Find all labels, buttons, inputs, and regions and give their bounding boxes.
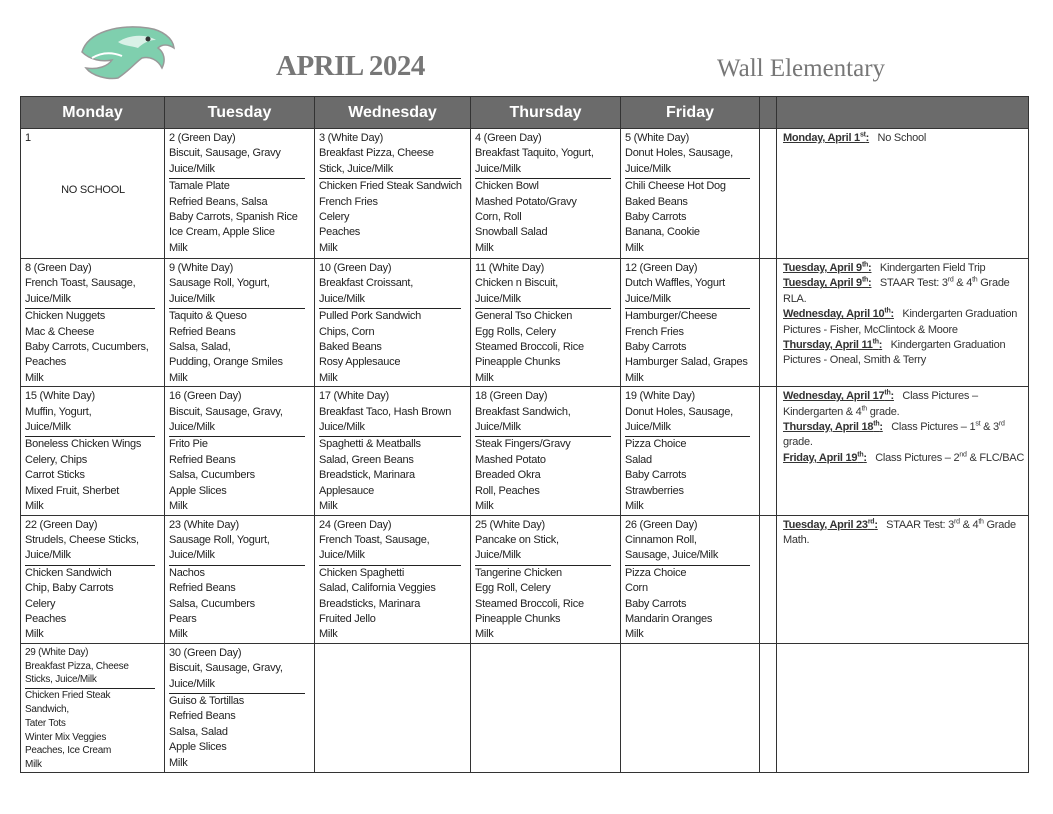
day-date: 9 (White Day) [169,262,233,274]
breakfast-item: Breakfast Pizza, Cheese [319,147,434,160]
lunch-item: Salsa, Cucumbers [169,597,255,610]
day-cell [21,129,165,259]
breakfast-item: Breakfast Taquito, Yogurt, [475,147,594,160]
breakfast-item: Chicken n Biscuit, [475,277,558,290]
breakfast-item: Muffin, Yogurt, [25,405,92,418]
note-date-label: Tuesday, April 23rd: [783,517,878,531]
day-cell [21,259,165,387]
note-text: Kindergarten Field Trip [879,262,986,274]
note-entry [783,131,1025,146]
lunch-item: Baby Carrots [625,469,687,482]
lunch-item: Milk [319,371,338,384]
lunch-item: Pulled Pork Sandwich [319,310,422,323]
note-suffix: th [978,517,984,525]
note-text: & FLC/BAC [966,451,1025,464]
lunch-item: Tangerine Chicken [475,566,562,579]
day-date: 3 (White Day) [319,132,383,144]
note-text: & 4 [953,277,973,290]
breakfast-item: Juice/Milk [475,549,521,562]
breakfast-item: Breakfast Taco, Hash Brown [319,405,452,418]
lunch-item: Mandarin Oranges [625,612,713,625]
page-title: APRIL 2024 [276,50,425,82]
spacer-cell [760,387,777,515]
lunch-item: Chips, Corn [319,325,375,338]
header-spacer [760,97,777,129]
notes-cell [777,515,1029,643]
lunch-item: Mac & Cheese [25,325,95,338]
day-cell [165,259,315,387]
spacer-cell [760,129,777,259]
note-date: Thursday, April 18 [783,421,874,434]
day-cell [165,387,315,515]
note-text: Class Pictures – 1 [891,421,976,434]
note-suffix: st [975,420,981,428]
note-entry [783,451,1025,466]
day-date: 2 (Green Day) [169,132,236,144]
note-suffix: rd [954,517,960,525]
note-text: & 3 [980,421,999,434]
lunch-item: Chili Cheese Hot Dog [625,180,726,193]
lunch-item: Corn, Roll [475,211,522,224]
breakfast-item: Juice/Milk [625,421,671,434]
lunch-item: Egg Rolls, Celery [475,325,556,338]
lunch-item: Celery, Chips [25,453,87,466]
lunch-item: Milk [319,500,338,513]
lunch-item: Refried Beans [169,325,236,338]
week-row [21,515,1029,643]
lunch-item: Steak Fingers/Gravy [475,438,571,451]
lunch-item: Salsa, Salad, [169,341,231,354]
no-school-label: NO SCHOOL [61,184,125,197]
header-friday: Friday [621,97,760,129]
lunch-item: Baby Carrots [625,211,687,224]
day-cell [315,129,471,259]
note-text: STAAR Test: 3 [886,518,955,531]
note-date-suffix: th [861,261,869,269]
day-date: 22 (Green Day) [25,518,98,531]
breakfast-item: Juice/Milk [319,421,365,434]
note-date-suffix: st [859,131,866,139]
note-date-label: Thursday, April 11th: [783,338,883,352]
notes-cell [777,643,1029,772]
note-entry [783,261,1025,276]
lunch-item: Salsa, Cucumbers [169,469,255,482]
lunch-item: Applesauce [319,484,374,497]
lunch-item: Pears [169,612,197,625]
lunch-item: Breaded Okra [475,469,541,482]
day-cell [21,643,165,772]
lunch-item: Milk [25,371,44,384]
lunch-item: Baked Beans [319,341,382,354]
lunch-item: Celery [319,211,350,224]
note-suffix: th [861,405,867,412]
lunch-item: Salad [625,453,652,466]
breakfast-item: French Toast, Sausage, [25,277,136,290]
breakfast-item: Juice/Milk [25,549,71,562]
lunch-item: Tamale Plate [169,180,230,193]
day-cell [165,643,315,772]
lunch-item: Salad, California Veggies [319,582,436,595]
day-date: 5 (White Day) [625,132,689,144]
note-date-suffix: th [872,338,879,346]
breakfast-item: Biscuit, Sausage, Gravy, [169,662,283,675]
breakfast-item: Juice/Milk [169,162,215,175]
note-entry [783,276,1025,307]
lunch-item: Peaches [319,226,361,239]
day-cell [621,515,760,643]
week-row [21,387,1029,515]
note-date-label: Wednesday, April 17th: [783,389,894,403]
lunch-item: Rosy Applesauce [319,356,401,369]
lunch-item: Celery [25,597,56,610]
note-date-suffix: th [873,420,880,428]
lunch-item: Strawberries [625,484,684,497]
lunch-item: French Fries [625,325,684,338]
eagle-logo-icon [78,22,176,80]
note-entry [783,420,1025,451]
breakfast-item: French Toast, Sausage, [319,533,430,546]
lunch-item: Refried Beans [169,582,236,595]
day-date: 8 (Green Day) [25,262,92,274]
day-cell [471,129,621,259]
lunch-item: Milk [475,371,494,384]
lunch-item: Sandwich, [25,703,69,715]
day-cell [315,259,471,387]
note-text: Kindergarten Graduation Pictures - Fisher, McClintock & Moore [783,308,1018,336]
lunch-item: Refried Beans [169,453,236,466]
lunch-item: Boneless Chicken Wings [25,438,142,451]
lunch-item: Hamburger Salad, Grapes [625,356,748,369]
day-cell [621,259,760,387]
breakfast-item: Juice/Milk [319,549,365,562]
day-cell [315,387,471,515]
lunch-item: Milk [25,500,44,513]
day-date: 4 (Green Day) [475,132,542,144]
lunch-item: Nachos [169,566,205,579]
day-date: 11 (White Day) [475,262,545,274]
lunch-item: Milk [169,371,188,384]
lunch-item: Milk [319,241,338,254]
day-date: 23 (White Day) [169,518,239,531]
lunch-item: Baby Carrots [625,597,687,610]
note-date-label: Tuesday, April 9th: [783,261,872,274]
breakfast-item: Juice/Milk [475,292,521,305]
lunch-item: Mashed Potato [475,453,546,466]
note-date-suffix: th [884,307,891,315]
lunch-item: Hamburger/Cheese [625,310,717,323]
day-date: 18 (Green Day) [475,390,548,403]
note-text: Grade RLA. [783,277,1010,305]
lunch-item: Taquito & Queso [169,310,247,323]
breakfast-item: Stick, Juice/Milk [319,162,393,175]
day-cell [21,387,165,515]
note-entry [783,518,1025,549]
day-date: 16 (Green Day) [169,390,242,403]
lunch-item: Chicken Fried Steak [25,690,111,702]
note-text: & 4 [959,518,979,531]
note-entry [783,389,1025,420]
lunch-item: Milk [625,241,644,254]
lunch-item: Winter Mix Veggies [25,731,107,743]
note-suffix: rd [947,276,954,284]
lunch-item: Chicken Sandwich [25,566,112,579]
header-notes [777,97,1029,129]
lunch-item: Peaches [25,612,67,625]
note-text: Kindergarten Graduation Pictures - Oneal, Smith & Terry [783,339,1006,367]
lunch-item: Egg Roll, Celery [475,582,551,595]
lunch-item: Roll, Peaches [475,484,540,497]
lunch-item: Breadstick, Marinara [319,469,415,482]
breakfast-item: Juice/Milk [169,421,215,434]
note-date: Thursday, April 11 [783,339,873,352]
lunch-item: Spaghetti & Meatballs [319,438,421,451]
week-row [21,259,1029,387]
day-cell [315,643,471,772]
notes-cell [777,387,1029,515]
breakfast-item: Sausage Roll, Yogurt, [169,533,270,546]
breakfast-item: Biscuit, Sausage, Gravy [169,147,281,160]
lunch-item: Milk [169,500,188,513]
lunch-item: Baked Beans [625,195,688,208]
breakfast-item: Juice/Milk [25,292,71,305]
breakfast-item: Pancake on Stick, [475,533,559,546]
note-text: grade. [783,436,813,449]
note-text: grade. [866,405,900,418]
lunch-item: Snowball Salad [475,226,548,239]
lunch-item: Milk [169,628,188,641]
lunch-item: Baby Carrots [625,341,687,354]
lunch-item: Milk [25,759,42,771]
note-date-suffix: th [861,276,869,284]
spacer-cell [760,515,777,643]
lunch-item: Salsa, Salad [169,725,228,738]
day-cell [471,643,621,772]
breakfast-item: Juice/Milk [625,292,671,305]
breakfast-item: Juice/Milk [475,421,521,434]
breakfast-item: Donut Holes, Sausage, [625,147,733,160]
lunch-item: Corn [625,582,648,595]
note-date: Wednesday, April 17 [783,390,885,403]
lunch-item: Baby Carrots, Cucumbers, [25,341,149,354]
breakfast-item: Dutch Waffles, Yogurt [625,277,725,290]
lunch-item: French Fries [319,195,378,208]
note-date-label: Thursday, April 18th: [783,420,883,434]
weekday-header-row [21,97,1029,129]
menu-calendar [20,96,1029,773]
breakfast-item: Juice/Milk [169,677,215,690]
day-cell [621,643,760,772]
lunch-item: Apple Slices [169,484,227,497]
lunch-item: Milk [169,756,188,769]
day-cell [471,387,621,515]
note-date: Wednesday, April 10 [783,308,885,321]
lunch-item: Fruited Jello [319,612,376,625]
note-suffix: rd [998,420,1005,428]
lunch-item: Baby Carrots, Spanish Rice [169,211,298,224]
lunch-item: Chip, Baby Carrots [25,582,114,595]
breakfast-item: Breakfast Pizza, Cheese [25,660,129,672]
day-cell [21,515,165,643]
breakfast-item: Sausage, Juice/Milk [625,549,719,562]
note-entry [783,338,1025,369]
spacer-cell [760,259,777,387]
lunch-item: Milk [625,371,644,384]
lunch-item: Banana, Cookie [625,226,700,239]
breakfast-item: Juice/Milk [625,162,671,175]
lunch-item: Chicken Spaghetti [319,566,405,579]
lunch-item: Milk [625,500,644,513]
lunch-item: Steamed Broccoli, Rice [475,341,584,354]
breakfast-item: Donut Holes, Sausage, [625,405,733,418]
breakfast-item: Breakfast Croissant, [319,277,414,290]
day-date: 29 (White Day) [25,646,89,658]
note-text: STAAR Test: 3 [879,277,948,290]
lunch-item: Pizza Choice [625,438,687,451]
breakfast-item: Biscuit, Sausage, Gravy, [169,405,283,418]
note-date: Monday, April 1 [783,132,860,144]
note-date-suffix: th [884,389,891,397]
lunch-item: Guiso & Tortillas [169,694,245,707]
lunch-item: Milk [475,241,494,254]
day-cell [471,259,621,387]
day-cell [471,515,621,643]
spacer-cell [760,643,777,772]
lunch-item: Peaches [25,356,67,369]
lunch-item: Peaches, Ice Cream [25,745,112,757]
header-thursday: Thursday [471,97,621,129]
lunch-item: Milk [169,241,188,254]
lunch-item: Pudding, Orange Smiles [169,356,283,369]
day-cell [621,387,760,515]
note-date-label: Friday, April 19th: [783,451,867,464]
lunch-item: Milk [319,628,338,641]
note-date-suffix: rd [867,517,875,525]
breakfast-item: Juice/Milk [169,292,215,305]
breakfast-item: Cinnamon Roll, [625,533,697,546]
lunch-item: Pizza Choice [625,566,687,579]
header-tuesday: Tuesday [165,97,315,129]
day-date: 19 (White Day) [625,390,695,403]
note-date: Tuesday, April 23 [783,518,868,531]
day-cell [165,129,315,259]
note-text: Class Pictures – Kindergarten & 4 [783,390,978,418]
note-date: Tuesday, April 9 [783,277,862,290]
lunch-item: Pineapple Chunks [475,356,561,369]
notes-cell [777,259,1029,387]
note-suffix: th [972,276,978,284]
lunch-item: Breadsticks, Marinara [319,597,421,610]
lunch-item: Refried Beans, Salsa [169,195,268,208]
breakfast-item: Strudels, Cheese Sticks, [25,533,139,546]
day-date: 26 (Green Day) [625,518,698,531]
note-date-label: Wednesday, April 10th: [783,307,894,321]
note-entry [783,307,1025,338]
lunch-item: General Tso Chicken [475,310,573,323]
day-date: 25 (White Day) [475,518,545,531]
lunch-item: Ice Cream, Apple Slice [169,226,275,239]
day-date: 12 (Green Day) [625,262,698,274]
breakfast-item: Juice/Milk [319,292,365,305]
lunch-item: Milk [475,628,494,641]
lunch-item: Refried Beans [169,710,236,723]
note-text: Grade Math. [783,518,1016,546]
day-date: 15 (White Day) [25,390,95,403]
lunch-item: Mashed Potato/Gravy [475,195,577,208]
day-date: 30 (Green Day) [169,646,242,659]
lunch-item: Chicken Fried Steak Sandwich [319,180,462,193]
day-cell [315,515,471,643]
lunch-item: Mixed Fruit, Sherbet [25,484,120,497]
lunch-item: Salad, Green Beans [319,453,414,466]
day-date: 1 [25,132,31,144]
lunch-item: Chicken Nuggets [25,310,106,323]
notes-cell [777,129,1029,259]
lunch-item: Tater Tots [25,717,66,729]
note-date: Friday, April 19 [783,451,858,464]
day-cell [621,129,760,259]
breakfast-item: Juice/Milk [169,549,215,562]
breakfast-item: Juice/Milk [25,421,71,434]
lunch-item: Carrot Sticks [25,469,85,482]
day-date: 17 (White Day) [319,390,389,403]
school-name: Wall Elementary [717,55,886,82]
week-row [21,643,1029,772]
lunch-item: Pineapple Chunks [475,612,561,625]
day-date: 24 (Green Day) [319,518,392,531]
note-suffix: nd [959,451,967,459]
lunch-item: Milk [475,500,494,513]
breakfast-item: Breakfast Sandwich, [475,405,571,418]
lunch-item: Steamed Broccoli, Rice [475,597,584,610]
lunch-item: Chicken Bowl [475,180,539,193]
note-text: No School [877,132,927,144]
lunch-item: Frito Pie [169,438,208,451]
breakfast-item: Juice/Milk [475,162,521,175]
note-text: Class Pictures – 2 [875,451,960,464]
lunch-item: Milk [25,628,44,641]
breakfast-item: Sausage Roll, Yogurt, [169,277,270,290]
day-date: 10 (Green Day) [319,262,392,274]
lunch-item: Milk [625,628,644,641]
day-cell [165,515,315,643]
note-date-label: Tuesday, April 9th: [783,276,872,290]
note-date: Tuesday, April 9 [783,262,862,274]
header-wednesday: Wednesday [315,97,471,129]
lunch-item: Apple Slices [169,741,227,754]
week-row [21,129,1029,259]
note-date-label: Monday, April 1st: [783,131,870,144]
breakfast-item: Sticks, Juice/Milk [25,674,97,686]
header-monday: Monday [21,97,165,129]
note-date-suffix: th [857,451,864,459]
